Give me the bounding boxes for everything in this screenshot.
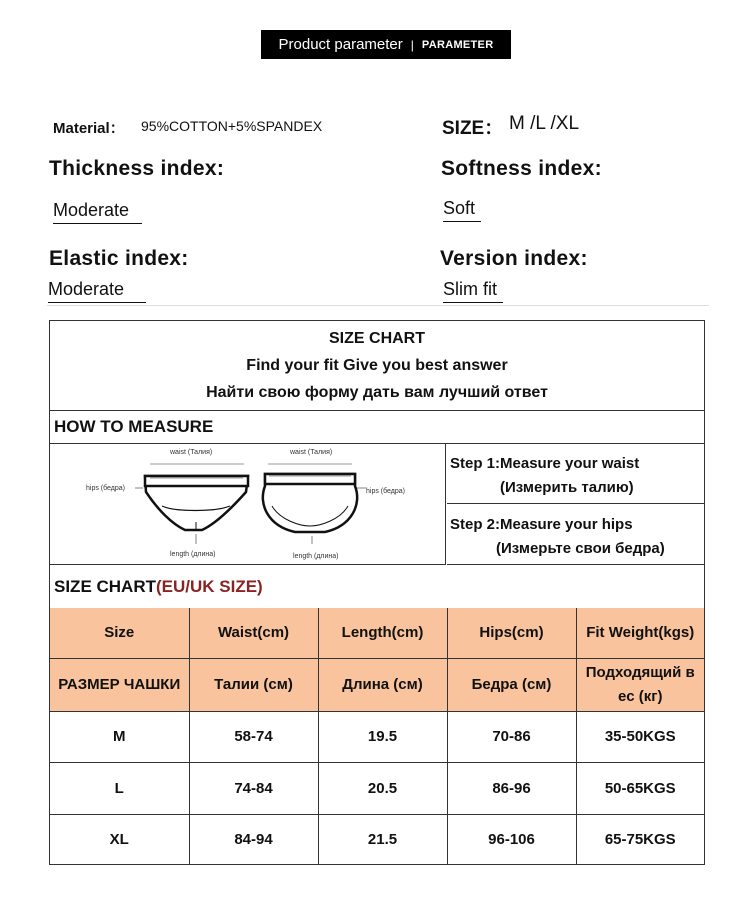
table-cell: L: [50, 762, 189, 814]
header-cell: Бедра (см): [447, 658, 576, 711]
step-1-ru: (Измерить талию): [500, 479, 634, 496]
diagram-hips-label-back: hips (бедра): [366, 488, 405, 495]
size-chart-box: [49, 320, 705, 865]
table-cell: 50-65KGS: [576, 762, 704, 814]
table-cell: 84-94: [189, 814, 318, 865]
table-cell: M: [50, 711, 189, 762]
table-cell: 96-106: [447, 814, 576, 865]
step-2-en: Step 2:Measure your hips: [450, 516, 633, 533]
elastic-index-value: Moderate: [48, 279, 146, 303]
header-cell: РАЗМЕР ЧАШКИ: [50, 658, 189, 711]
version-index-value: Slim fit: [443, 279, 503, 303]
size-chart-header: [50, 321, 704, 411]
table-cell: 21.5: [318, 814, 447, 865]
header-cell: Длина (см): [318, 658, 447, 711]
header-cell: Waist(cm): [189, 608, 318, 658]
size-label: SIZE：: [442, 118, 504, 139]
elastic-index-label: Elastic index:: [49, 247, 189, 270]
header-cell: Подходящий в ес (кг): [576, 658, 704, 711]
thickness-index-value: Moderate: [53, 200, 142, 224]
table-row: [50, 762, 704, 814]
size-chart-subtitle-ru: Найти свою форму дать вам лучший ответ: [206, 384, 548, 401]
header-cell: Hips(cm): [447, 608, 576, 658]
table-cell: XL: [50, 814, 189, 865]
banner-title: Product parameter: [278, 36, 403, 53]
product-parameter-banner: [261, 30, 511, 59]
front-brief-icon: [135, 464, 248, 544]
measure-diagram: [50, 444, 446, 565]
material-value: 95%COTTON+5%SPANDEX: [141, 118, 323, 134]
step-1-en: Step 1:Measure your waist: [450, 455, 640, 472]
table-cell: 35-50KGS: [576, 711, 704, 762]
step-2: [447, 505, 704, 565]
header-cell: Size: [50, 608, 189, 658]
thickness-index-label: Thickness index:: [49, 157, 225, 180]
diagram-waist-label-back: waist (Талия): [290, 449, 333, 456]
table-header-en: [50, 608, 704, 658]
underwear-illustration: [50, 444, 445, 564]
table-cell: 19.5: [318, 711, 447, 762]
diagram-length-label-back: length (длина): [293, 553, 339, 560]
diagram-hips-label-front: hips (бедра): [86, 485, 125, 492]
diagram-length-label-front: length (длина): [170, 551, 216, 558]
banner-separator: |: [410, 37, 414, 52]
table-cell: 70-86: [447, 711, 576, 762]
how-to-measure-label: HOW TO MEASURE: [54, 416, 214, 436]
size-value: M /L /XL: [509, 113, 580, 134]
step-2-ru: (Измерьте свои бедра): [496, 540, 665, 557]
table-cell: 65-75KGS: [576, 814, 704, 865]
step-1: [447, 444, 704, 504]
size-table: [50, 608, 704, 865]
back-brief-icon: [263, 464, 366, 544]
table-header-ru: [50, 658, 704, 711]
table-cell: 86-96: [447, 762, 576, 814]
banner-subtitle: PARAMETER: [421, 38, 494, 51]
softness-index-value: Soft: [443, 198, 481, 222]
table-cell: 20.5: [318, 762, 447, 814]
softness-index-label: Softness index:: [441, 157, 602, 180]
table-row: [50, 711, 704, 762]
size-chart-region-heading: [50, 565, 704, 608]
table-cell: 58-74: [189, 711, 318, 762]
size-chart-title: SIZE CHART: [329, 330, 425, 347]
size-chart-region: (EU/UK SIZE): [156, 576, 263, 596]
section-divider: [47, 305, 709, 306]
header-cell: Талии (см): [189, 658, 318, 711]
size-chart-subtitle-en: Find your fit Give you best answer: [246, 357, 508, 374]
how-to-measure-heading: [50, 410, 704, 444]
size-chart-label: SIZE CHART: [54, 576, 156, 596]
version-index-label: Version index:: [440, 247, 588, 270]
table-cell: 74-84: [189, 762, 318, 814]
diagram-waist-label-front: waist (Талия): [170, 449, 213, 456]
material-label: Material：: [53, 120, 125, 137]
header-cell: Length(cm): [318, 608, 447, 658]
table-row: [50, 814, 704, 865]
header-cell: Fit Weight(kgs): [576, 608, 704, 658]
